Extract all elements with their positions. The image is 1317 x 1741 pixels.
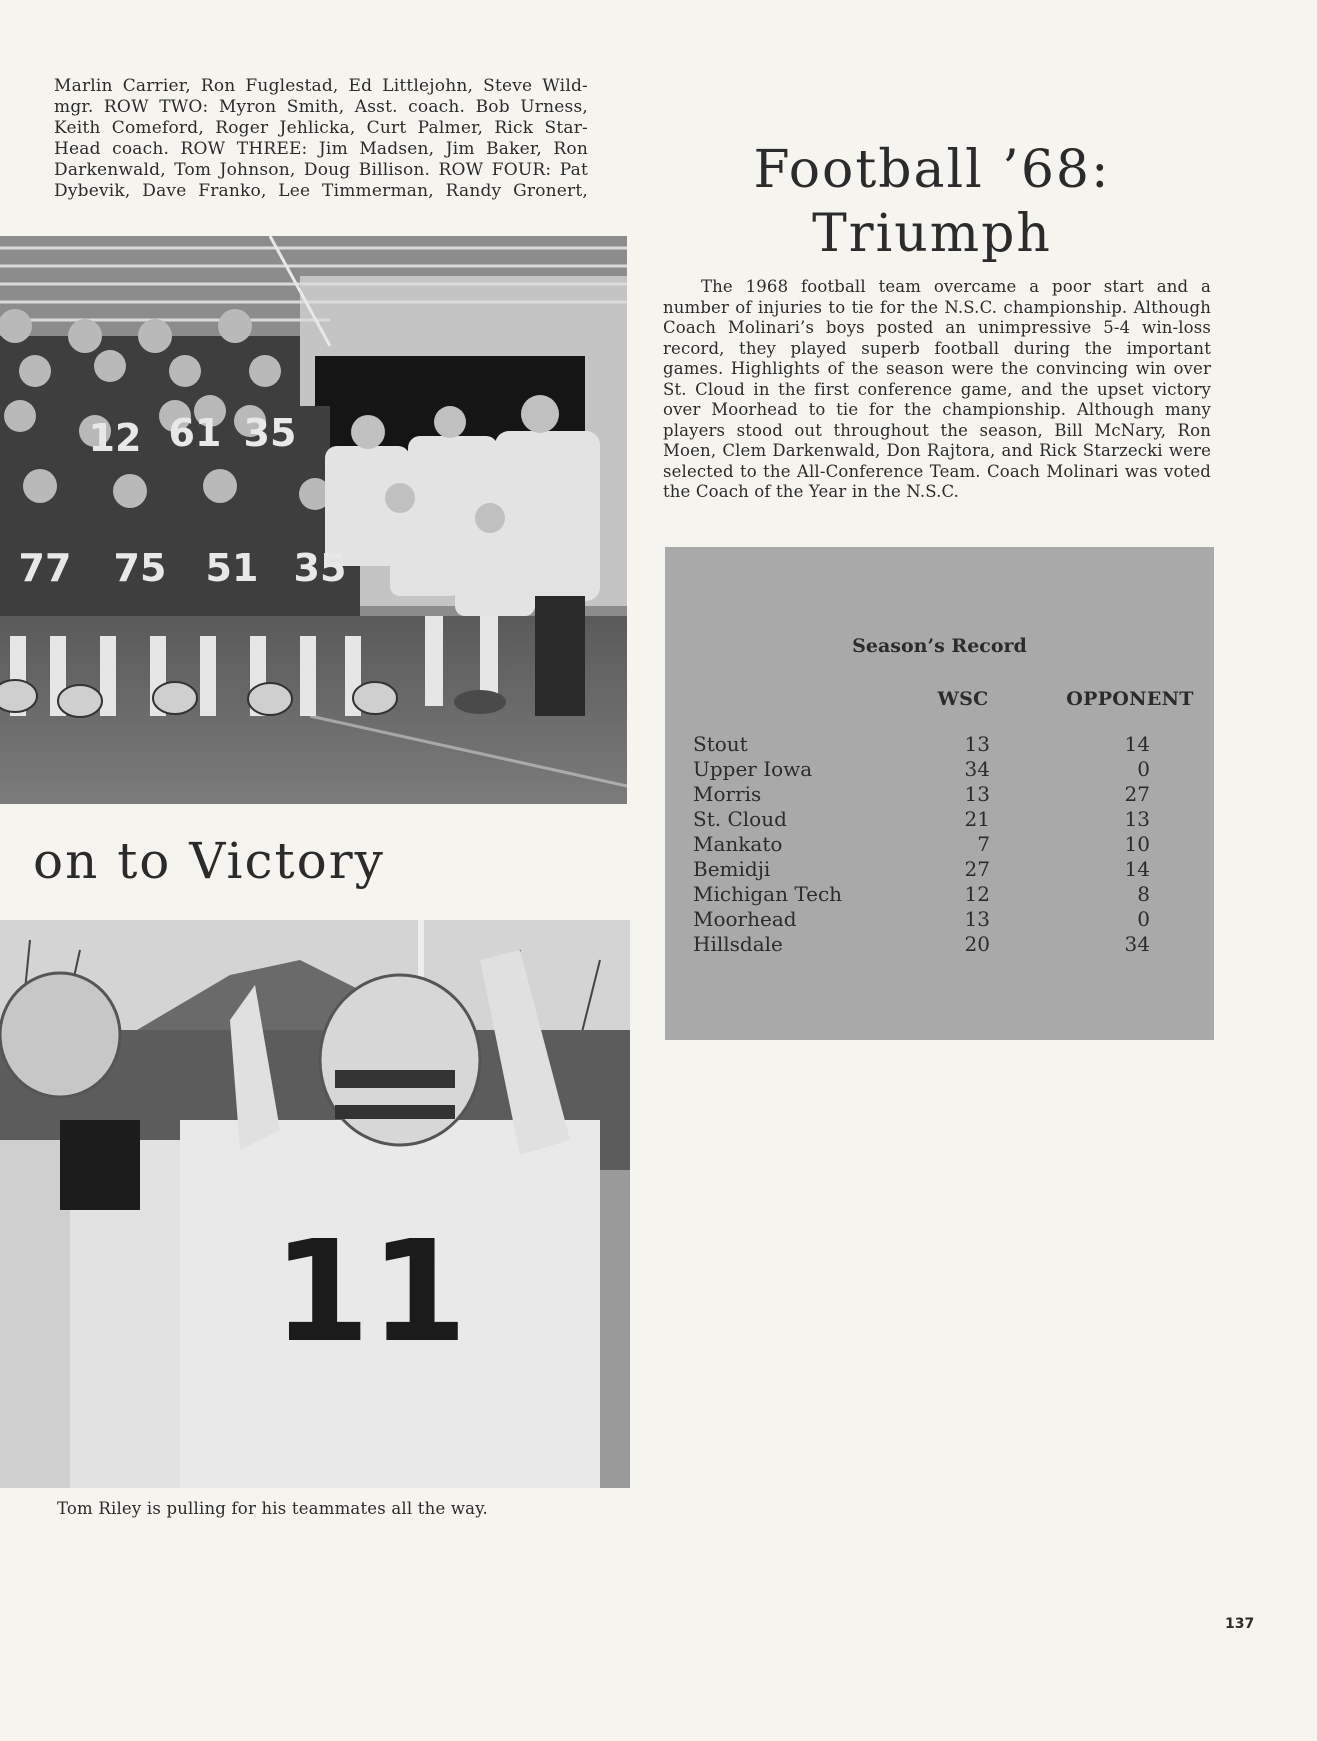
table-row	[665, 782, 1214, 807]
wsc-score: 12	[964, 882, 990, 906]
wsc-score: 20	[964, 932, 990, 956]
caption-line: Keith Comeford, Roger Jehlicka, Curt Palmer, Rick Star-	[54, 118, 588, 138]
wsc-score: 13	[964, 907, 990, 931]
opponent-score: 27	[1124, 782, 1150, 806]
jersey-number-text: 61	[168, 411, 222, 455]
column-header-wsc: WSC	[937, 688, 989, 710]
opponent-name: Moorhead	[693, 907, 797, 931]
record-rows	[665, 732, 1214, 957]
table-row	[665, 832, 1214, 857]
opponent-score: 0	[1137, 907, 1150, 931]
jersey-number-text: 35	[243, 411, 297, 455]
column-header-opponent: OPPONENT	[1066, 688, 1194, 710]
opponent-score: 34	[1124, 932, 1150, 956]
page-number: 137	[1225, 1616, 1255, 1632]
table-row	[665, 757, 1214, 782]
table-row	[665, 932, 1214, 957]
opponent-score: 14	[1124, 732, 1150, 756]
headline	[650, 138, 1214, 266]
opponent-score: 14	[1124, 857, 1150, 881]
opponent-score: 8	[1137, 882, 1150, 906]
opponent-score: 0	[1137, 757, 1150, 781]
opponent-name: St. Cloud	[693, 807, 787, 831]
jersey-number-text: 12	[88, 416, 142, 460]
opponent-score: 10	[1124, 832, 1150, 856]
opponent-name: Bemidji	[693, 857, 771, 881]
team-photo	[0, 236, 627, 804]
jersey-number-text: 11	[272, 1211, 468, 1374]
opponent-name: Michigan Tech	[693, 882, 843, 906]
tom-riley-photo	[0, 920, 630, 1488]
wsc-score: 21	[964, 807, 990, 831]
caption-line: Head coach. ROW THREE: Jim Madsen, Jim Baker, Ron	[54, 139, 588, 159]
headline-line-2: Triumph	[812, 204, 1052, 264]
table-row	[665, 882, 1214, 907]
table-row	[665, 857, 1214, 882]
headline-continuation: on to Victory	[33, 832, 385, 890]
opponent-score: 13	[1124, 807, 1150, 831]
caption-line: Dybevik, Dave Franko, Lee Timmerman, Randy Gronert,	[54, 181, 588, 201]
jersey-number-text: 51	[205, 546, 259, 590]
wsc-score: 34	[964, 757, 990, 781]
season-record-table	[665, 547, 1214, 1040]
caption-line: Marlin Carrier, Ron Fuglestad, Ed Littlejohn, Steve Wild-	[54, 76, 588, 96]
team-photo-caption	[54, 76, 588, 202]
wsc-score: 13	[964, 782, 990, 806]
opponent-name: Stout	[693, 732, 748, 756]
table-row	[665, 907, 1214, 932]
opponent-name: Morris	[693, 782, 762, 806]
jersey-number-text: 77	[18, 546, 72, 590]
article-text: The 1968 football team overcame a poor start and a number of injuries to tie for the N.S.C. championship. Although Coach Molinari’s boys posted an unimpressive 5-4 win-loss record, they played superb football during the important games. Highlights of the season were the convincing win over St. Cloud in the first conference game, and the upset victory over Moorhead to tie for the championship. Although many players stood out throughout the season, Bill McNary, Ron Moen, Clem Darkenwald, Don Rajtora, and Rick Starzecki were selected to the All-Conference Team. Coach Molinari was voted the Coach of the Year in the N.S.C.	[663, 277, 1211, 501]
wsc-score: 27	[964, 857, 990, 881]
caption-line: mgr. ROW TWO: Myron Smith, Asst. coach. Bob Urness,	[54, 97, 588, 117]
jersey-number-text: 75	[113, 546, 167, 590]
jersey-number-text: 35	[293, 546, 347, 590]
opponent-name: Hillsdale	[693, 932, 783, 956]
table-row	[665, 807, 1214, 832]
headline-line-1: Football ’68:	[753, 140, 1111, 200]
photo-caption: Tom Riley is pulling for his teammates all the way.	[57, 1499, 488, 1518]
wsc-score: 7	[977, 832, 990, 856]
opponent-name: Upper Iowa	[693, 757, 813, 781]
opponent-name: Mankato	[693, 832, 783, 856]
table-row	[665, 732, 1214, 757]
record-title: Season’s Record	[852, 635, 1027, 657]
wsc-score: 13	[964, 732, 990, 756]
caption-line: Darkenwald, Tom Johnson, Doug Billison. ROW FOUR: Pat	[54, 160, 588, 180]
